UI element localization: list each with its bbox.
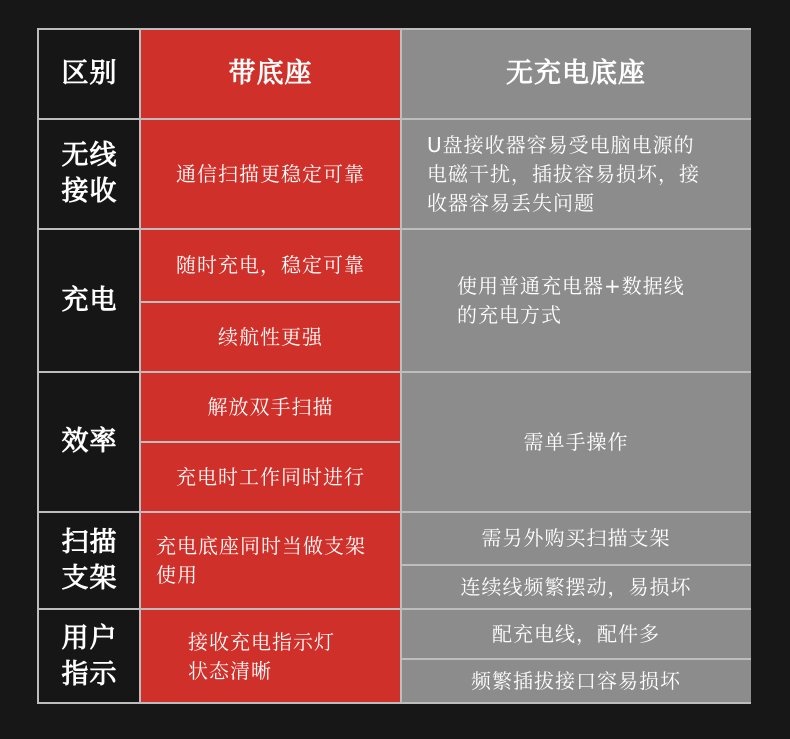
grid-line-efficiency-split [140, 441, 401, 443]
row-label-charging: 充电 [61, 284, 118, 316]
grid-line-top [39, 28, 751, 30]
row-label-scan-stand: 扫描 支架 [61, 526, 118, 594]
grid-line-stand-split [401, 564, 751, 566]
row-label-user-indication: 用户 指示 [61, 622, 118, 690]
grid-line-col-1 [139, 28, 141, 704]
row-label-wireless: 无线 接收 [61, 140, 118, 207]
row-charging-with-base-1: 随时充电，稳定可靠 [140, 229, 401, 302]
row-scan-stand-without-base-2: 连续线频繁摆动，易损坏 [401, 565, 751, 609]
grid-line-bottom [39, 702, 751, 704]
grid-line-col-2 [400, 28, 402, 704]
grid-line-row-5 [39, 608, 751, 610]
row-label-efficiency: 效率 [61, 426, 118, 457]
grid-line-charging-split [140, 301, 401, 303]
comparison-table [37, 28, 751, 704]
header-difference: 区别 [61, 57, 118, 89]
grid-line-row-3 [39, 371, 751, 373]
row-efficiency-without-base: 需单手操作 [401, 372, 751, 512]
row-charging-without-base: 使用普通充电器+数据线 的充电方式 [401, 229, 751, 372]
header-without-base: 无充电底座 [401, 28, 751, 119]
grid-line-row-1 [39, 118, 751, 120]
header-with-base: 带底座 [140, 28, 401, 119]
row-wireless-without-base: U盘接收器容易受电脑电源的 电磁干扰，插拔容易损坏，接 收器容易丢失问题 [401, 119, 751, 229]
row-efficiency-with-base-1: 解放双手扫描 [140, 372, 401, 442]
row-wireless-with-base: 通信扫描更稳定可靠 [140, 119, 401, 229]
row-charging-with-base-2: 续航性更强 [140, 302, 401, 372]
grid-line-row-4 [39, 511, 751, 513]
row-scan-stand-without-base-1: 需另外购买扫描支架 [401, 512, 751, 565]
row-user-indication-without-base-1: 配充电线，配件多 [401, 609, 751, 659]
row-user-indication-without-base-2: 频繁插拔接口容易损坏 [401, 659, 751, 704]
row-efficiency-with-base-2: 充电时工作同时进行 [140, 442, 401, 512]
grid-line-indication-split [401, 658, 751, 660]
grid-line-row-2 [39, 228, 751, 230]
row-scan-stand-with-base: 充电底座同时当做支架 使用 [140, 512, 401, 609]
row-user-indication-with-base: 接收充电指示灯 状态清晰 [140, 609, 401, 704]
